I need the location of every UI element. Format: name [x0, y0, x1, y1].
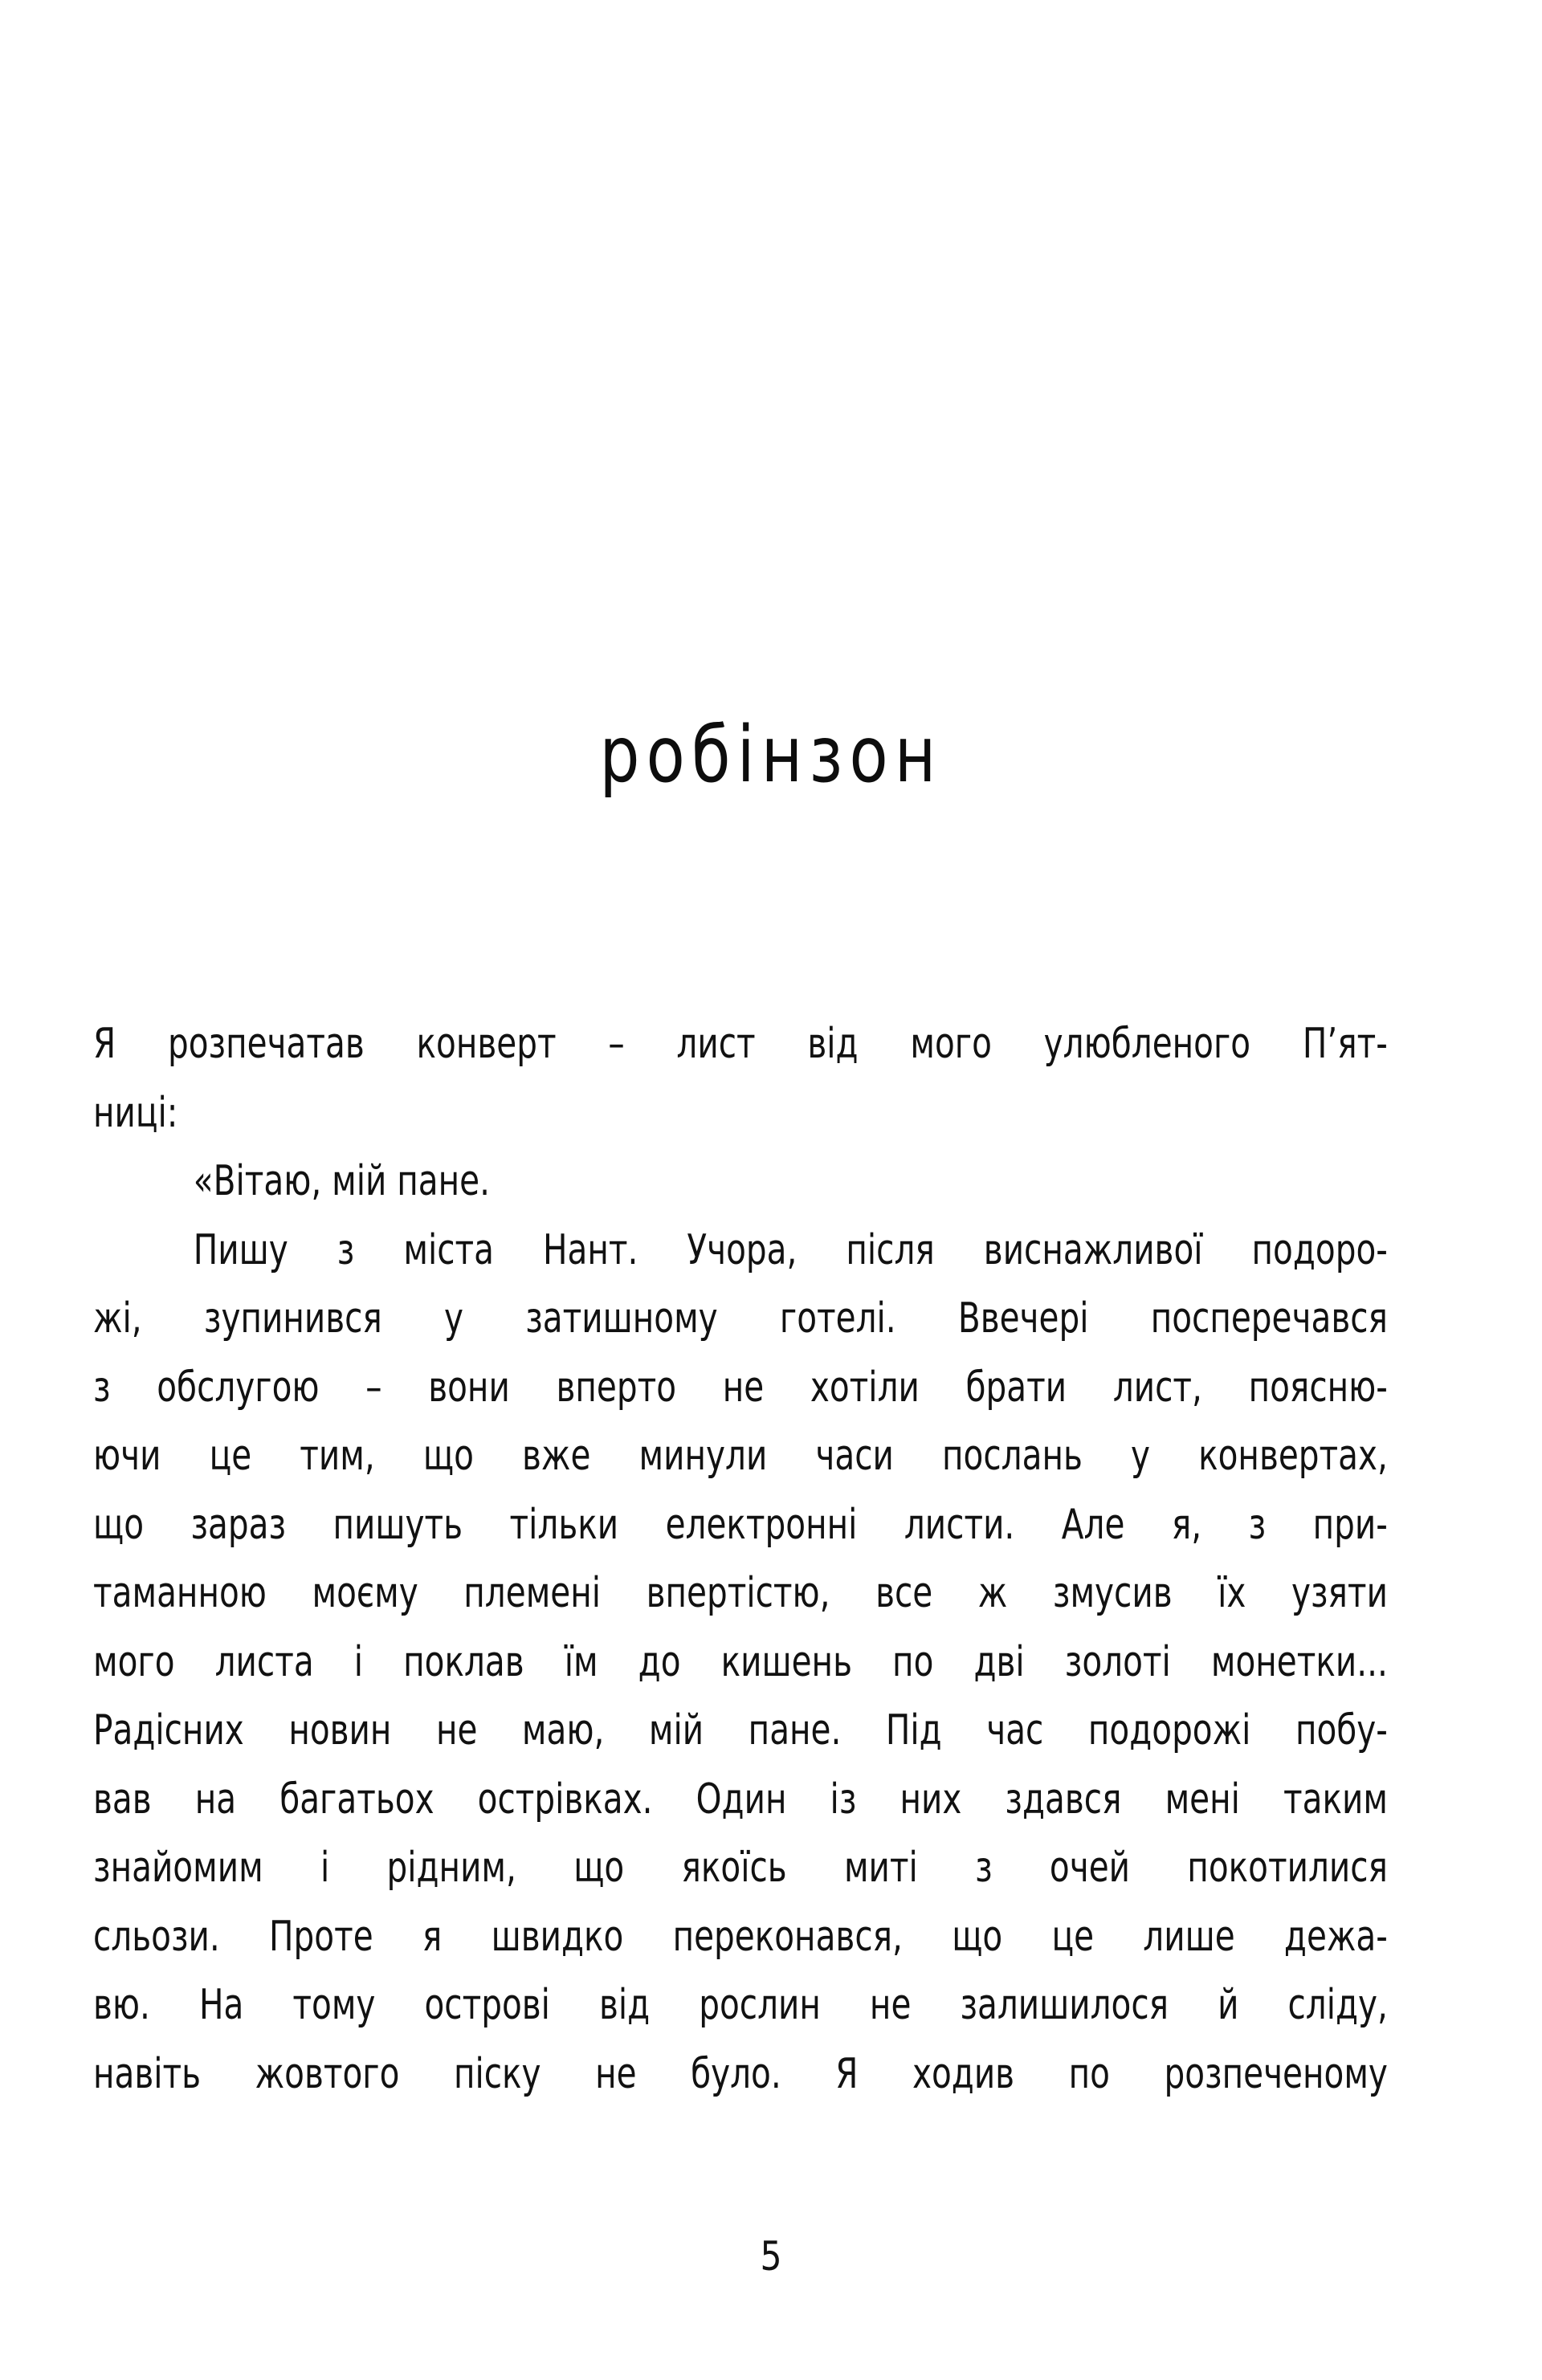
text-line-content: знайомим і рідним, що якоїсь миті з очей покотилися — [93, 1844, 1388, 1892]
text-line — [93, 1147, 1388, 1216]
text-line-content: жі, зупинився у затишному готелі. Ввечері посперечався — [93, 1294, 1388, 1343]
text-line — [93, 1285, 1388, 1354]
text-line — [93, 2040, 1388, 2109]
text-line-content: вав на багатьох острівках. Один із них здався мені таким — [93, 1775, 1388, 1824]
text-line-content: «Вітаю, мій пане. — [193, 1157, 490, 1205]
text-line-content: ючи це тим, що вже минули часи послань у конвертах, — [93, 1432, 1388, 1480]
text-line-content: Пишу з міста Нант. Учора, після виснажливої подоро- — [193, 1225, 1388, 1274]
text-line — [93, 1216, 1388, 1286]
text-line — [93, 1559, 1388, 1628]
text-line — [93, 1903, 1388, 1972]
text-line — [93, 1354, 1388, 1423]
text-line — [93, 1628, 1388, 1697]
text-line-content: сльози. Проте я швидко переконався, що це лише дежа- — [93, 1912, 1388, 1961]
text-line-content: навіть жовтого піску не було. Я ходив по розпеченому — [93, 2049, 1388, 2098]
text-line — [93, 1422, 1388, 1491]
text-line — [93, 1971, 1388, 2040]
text-line-content: з обслугою – вони вперто не хотіли брати лист, поясню- — [93, 1363, 1388, 1412]
chapter-title: робінзон — [599, 710, 943, 800]
text-line — [93, 1010, 1388, 1079]
text-line-content: таманною моєму племені впертістю, все ж змусив їх узяти — [93, 1569, 1388, 1617]
text-line-content: що зараз пишуть тільки електронні листи. Але я, з при- — [93, 1500, 1388, 1549]
page-number: 5 — [760, 2233, 782, 2280]
text-line — [93, 1766, 1388, 1835]
text-line-content: Радісних новин не маю, мій пане. Під час подорожі побу- — [93, 1706, 1388, 1754]
text-line-content: мого листа і поклав їм до кишень по дві золоті монетки... — [93, 1637, 1388, 1686]
text-line-content: ниці: — [93, 1088, 178, 1137]
text-line — [93, 1491, 1388, 1560]
text-line-content: Я розпечатав конверт – лист від мого улюбленого П’ят- — [93, 1020, 1388, 1068]
body-text — [93, 1010, 1388, 2109]
text-line — [93, 1697, 1388, 1766]
text-line — [93, 1834, 1388, 1903]
text-line — [93, 1079, 1388, 1148]
text-line-content: вю. На тому острові від рослин не залишилося й сліду, — [93, 1981, 1388, 2029]
